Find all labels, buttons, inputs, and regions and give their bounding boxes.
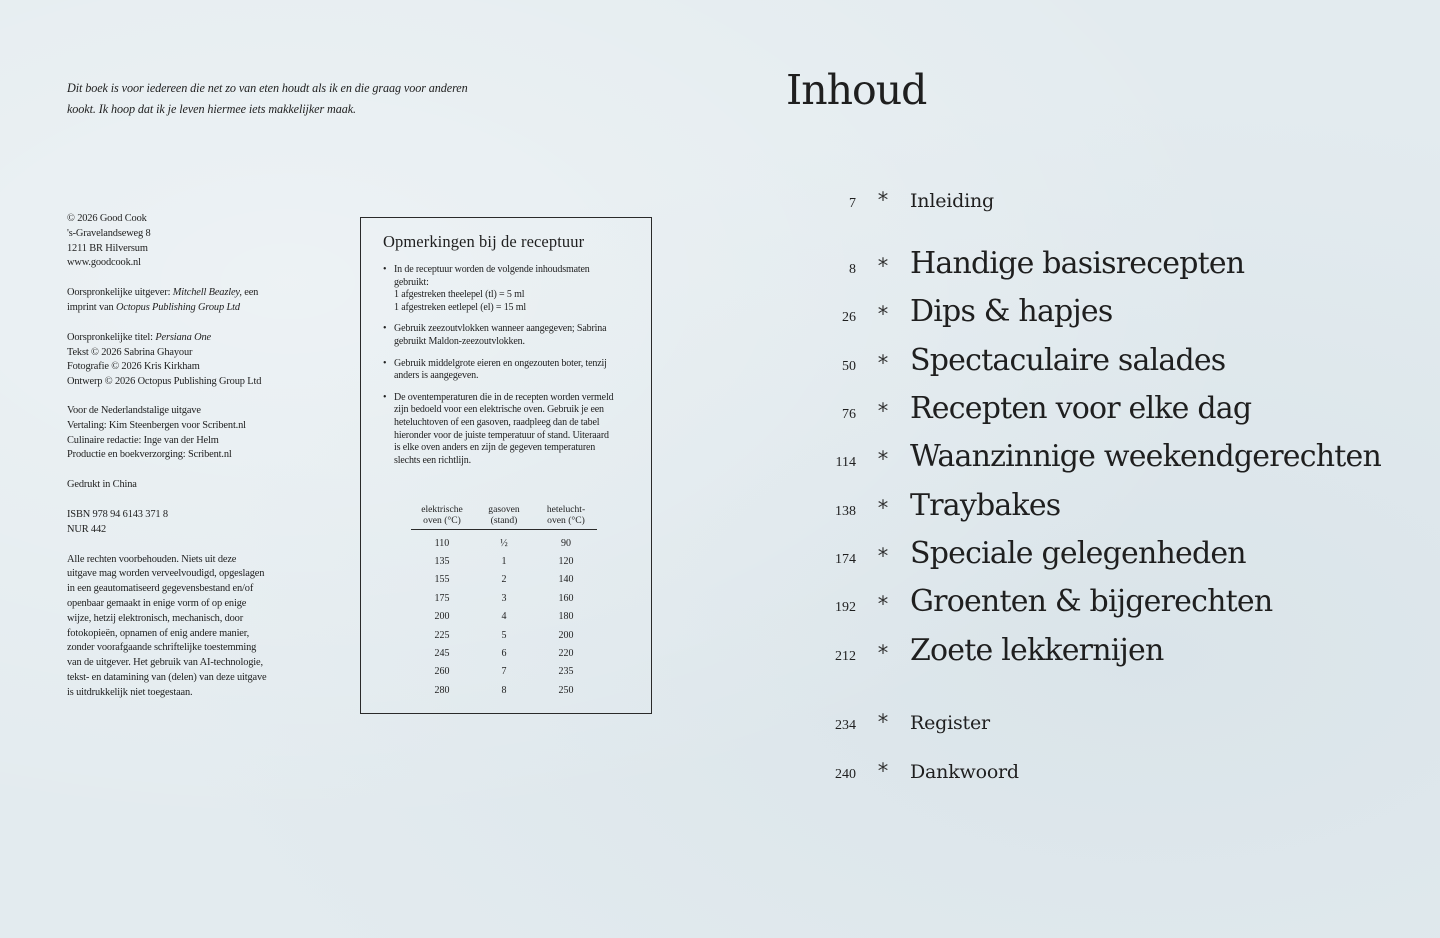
table-cell: 3 [501, 592, 507, 604]
recipe-notes-list [373, 264, 639, 467]
oven-table-header [411, 504, 597, 530]
header-line: oven (°C) [547, 515, 585, 526]
table-cell: 160 [558, 592, 574, 604]
note-line: • Gebruik middelgrote eieren en ongezouten boter, tenzij [394, 357, 607, 369]
imprint-line: Tekst © 2026 Sabrina Ghayour [67, 346, 193, 358]
table-row [411, 681, 597, 699]
table-cell: 280 [434, 684, 450, 696]
toc-page-number: 240 [835, 767, 856, 782]
toc-page-number: 76 [842, 407, 856, 422]
imprint-line: Culinaire redactie: Inge van der Helm [67, 434, 219, 446]
table-row [411, 608, 597, 626]
imprint-isbn [67, 508, 292, 538]
recipe-note-item [383, 264, 639, 314]
toc-entry-weekend[interactable] [800, 439, 1381, 474]
imprint-text: imprint van [67, 301, 114, 313]
note-line: 1 afgestreken theelepel (tl) = 5 ml [394, 289, 525, 301]
note-line: is elke oven anders en zijn de gegeven temperaturen [394, 442, 596, 454]
imprint-line: zonder voorafgaande schriftelijke toestemming [67, 642, 257, 654]
header-line: gasoven [488, 504, 520, 515]
imprint-line: Ontwerp © 2026 Octopus Publishing Group Ltd [67, 376, 262, 388]
toc-entry-salades[interactable] [800, 343, 1225, 378]
table-cell: 5 [501, 629, 507, 641]
imprint-publisher-name: Mitchell Beazley, [172, 287, 242, 299]
toc-entry-basisrecepten[interactable] [800, 246, 1244, 281]
imprint-text: een [244, 287, 259, 299]
imprint-rights [67, 553, 292, 701]
imprint-line: uitgave mag worden verveelvoudigd, opgeslagen [67, 568, 265, 580]
imprint-line: openbaar gemaakt in enige vorm of op enige [67, 597, 247, 609]
imprint-line: © 2026 Good Cook [67, 213, 147, 224]
imprint-text: Oorspronkelijke uitgever: [67, 287, 171, 299]
asterisk-icon: * [877, 254, 889, 278]
note-line: • Gebruik zeezoutvlokken wanneer aangegeven; Sabrina [394, 323, 607, 335]
note-line: anders is aangegeven. [394, 370, 479, 382]
table-cell: 4 [501, 611, 507, 623]
asterisk-icon: * [877, 592, 889, 616]
table-cell: 235 [558, 666, 574, 678]
toc-page-number: 192 [835, 600, 856, 615]
asterisk-icon: * [877, 188, 889, 212]
table-row [411, 626, 597, 644]
imprint-line: ISBN 978 94 6143 371 8 [67, 508, 168, 520]
table-cell: 7 [501, 666, 507, 678]
toc-entry-elke-dag[interactable] [800, 391, 1251, 426]
toc-page-number: 8 [849, 262, 856, 277]
imprint-line: Productie en boekverzorging: Scribent.nl [67, 449, 232, 461]
recipe-notes-title: Opmerkingen bij de receptuur [383, 232, 585, 251]
oven-table-header-cell [411, 504, 473, 526]
table-cell: 8 [501, 684, 507, 696]
toc-label: Handige basisrecepten [910, 246, 1245, 281]
table-cell: 180 [558, 611, 574, 623]
header-line: hetelucht- [546, 504, 586, 515]
table-cell: 200 [434, 611, 450, 623]
table-cell: 1 [501, 556, 507, 568]
table-row [411, 534, 597, 552]
toc-page-number: 50 [842, 359, 856, 374]
imprint-line: is uitdrukkelijk niet toegestaan. [67, 686, 193, 698]
asterisk-icon: * [877, 302, 889, 326]
imprint-line: Voor de Nederlandstalige uitgave [67, 404, 201, 416]
table-cell: 90 [561, 537, 571, 549]
table-cell: 2 [501, 574, 507, 586]
asterisk-icon: * [877, 544, 889, 568]
toc-label: Speciale gelegenheden [910, 536, 1246, 571]
toc-label: Inleiding [910, 190, 994, 212]
imprint-line: www.goodcook.nl [67, 257, 141, 269]
imprint-line: tekst- en datamining van (delen) van deze uitgave [67, 671, 267, 683]
toc-entry-gelegenheden[interactable] [800, 536, 1246, 571]
note-line: • In de receptuur worden de volgende inhoudsmaten [394, 264, 590, 275]
imprint-dutch-edition [67, 404, 292, 463]
table-cell: 225 [434, 629, 450, 641]
note-line: heteluchtoven of een gasoven, raadpleeg dan de tabel [394, 416, 600, 428]
toc-label: Dankwoord [910, 761, 1019, 783]
header-line: elektrische [421, 504, 463, 515]
table-cell: 6 [501, 648, 507, 660]
imprint-line: Fotografie © 2026 Kris Kirkham [67, 361, 200, 373]
note-line: • De oventemperaturen die in de recepten worden vermeld [394, 391, 614, 403]
table-cell: 135 [434, 556, 450, 568]
oven-table-body [411, 530, 597, 700]
header-line: (stand) [490, 515, 518, 526]
imprint-line: wijze, hetzij elektronisch, mechanisch, door [67, 612, 244, 624]
toc-entry-zoete[interactable] [800, 633, 1164, 668]
imprint [67, 212, 292, 716]
toc-entry-inleiding[interactable] [800, 188, 994, 212]
table-cell: 110 [434, 537, 450, 549]
toc-title: Inhoud [786, 66, 927, 114]
table-row [411, 663, 597, 681]
note-line: gebruikt: [394, 276, 429, 288]
table-row [411, 644, 597, 662]
table-row [411, 571, 597, 589]
toc-label: Traybakes [910, 488, 1061, 523]
toc-entry-register[interactable] [800, 710, 990, 734]
note-line: 1 afgestreken eetlepel (el) = 15 ml [394, 301, 526, 313]
toc-page-number: 7 [849, 196, 856, 211]
note-line: zijn bedoeld voor een elektrische oven. Gebruik je een [394, 404, 604, 416]
recipe-notes-box [360, 217, 652, 714]
toc-entry-dips[interactable] [800, 294, 1113, 329]
table-cell: ½ [500, 537, 508, 549]
recipe-note-item [383, 392, 639, 468]
table-cell: 155 [434, 574, 450, 586]
dedication-line: kookt. Ik hoop dat ik je leven hiermee iets makkelijker maak. [67, 102, 356, 116]
toc-page-number: 234 [835, 718, 856, 733]
imprint-line: 1211 BR Hilversum [67, 242, 148, 254]
oven-temperature-table [411, 504, 597, 700]
toc-label: Dips & hapjes [910, 294, 1113, 329]
toc-entry-dankwoord[interactable] [800, 759, 1019, 783]
header-line: oven (°C) [423, 515, 461, 526]
imprint-credits [67, 331, 292, 390]
toc-page-number: 212 [835, 649, 856, 664]
oven-table-header-cell [535, 504, 597, 526]
table-cell: 220 [558, 648, 574, 660]
dedication-line: Dit boek is voor iedereen die net zo van eten houdt als ik en die graag voor anderen [67, 81, 468, 95]
note-line: slechts een richtlijn. [394, 454, 471, 466]
imprint-printed: Gedrukt in China [67, 479, 137, 491]
imprint-line: fotokopieën, opnamen of enig andere manier, [67, 627, 250, 639]
asterisk-icon: * [877, 399, 889, 423]
imprint-line: Alle rechten voorbehouden. Niets uit deze [67, 553, 237, 565]
oven-table-header-cell [473, 504, 535, 526]
table-cell: 250 [558, 684, 574, 696]
imprint-line: in een geautomatiseerd gegevensbestand en/of [67, 583, 254, 595]
toc-entry-groenten[interactable] [800, 584, 1272, 619]
table-cell: 120 [558, 556, 574, 568]
table-row [411, 552, 597, 570]
table-row [411, 589, 597, 607]
toc-entry-traybakes[interactable] [800, 488, 1060, 523]
toc-page-number: 26 [842, 310, 856, 325]
toc-label: Groenten & bijgerechten [910, 584, 1273, 619]
recipe-note-item [383, 323, 639, 348]
imprint-line: van de uitgever. Het gebruik van AI-technologie, [67, 657, 263, 669]
asterisk-icon: * [877, 759, 889, 783]
imprint-line: 's-Gravelandseweg 8 [67, 227, 151, 239]
imprint-line: NUR 442 [67, 523, 107, 535]
asterisk-icon: * [877, 641, 889, 665]
toc-label: Recepten voor elke dag [910, 391, 1252, 426]
toc-page-number: 114 [835, 455, 856, 470]
asterisk-icon: * [877, 496, 889, 520]
toc-label: Register [910, 712, 990, 734]
asterisk-icon: * [877, 447, 889, 471]
asterisk-icon: * [877, 351, 889, 375]
imprint-line: Vertaling: Kim Steenbergen voor Scribent.nl [67, 419, 246, 431]
table-cell: 140 [558, 574, 574, 586]
note-line: hieronder voor de juiste temperatuur of stand. Uiteraard [394, 429, 609, 441]
imprint-original-title: Persiana One [155, 331, 211, 343]
table-cell: 260 [434, 666, 450, 678]
toc-label: Spectaculaire salades [910, 343, 1226, 378]
imprint-address [67, 212, 292, 271]
table-cell: 175 [434, 592, 450, 604]
toc-page-number: 174 [835, 552, 856, 567]
note-line: gebruikt Maldon-zeezoutvlokken. [394, 335, 525, 347]
toc-page-number: 138 [835, 504, 856, 519]
imprint-original-publisher [67, 286, 292, 316]
imprint-text: Oorspronkelijke titel: [67, 331, 153, 343]
toc-label: Waanzinnige weekendgerechten [910, 439, 1382, 474]
toc-label: Zoete lekkernijen [910, 633, 1164, 668]
table-cell: 245 [434, 648, 450, 660]
dedication [67, 78, 537, 120]
imprint-group-name: Octopus Publishing Group Ltd [116, 301, 240, 313]
recipe-note-item [383, 358, 639, 383]
table-cell: 200 [558, 629, 574, 641]
asterisk-icon: * [877, 710, 889, 734]
